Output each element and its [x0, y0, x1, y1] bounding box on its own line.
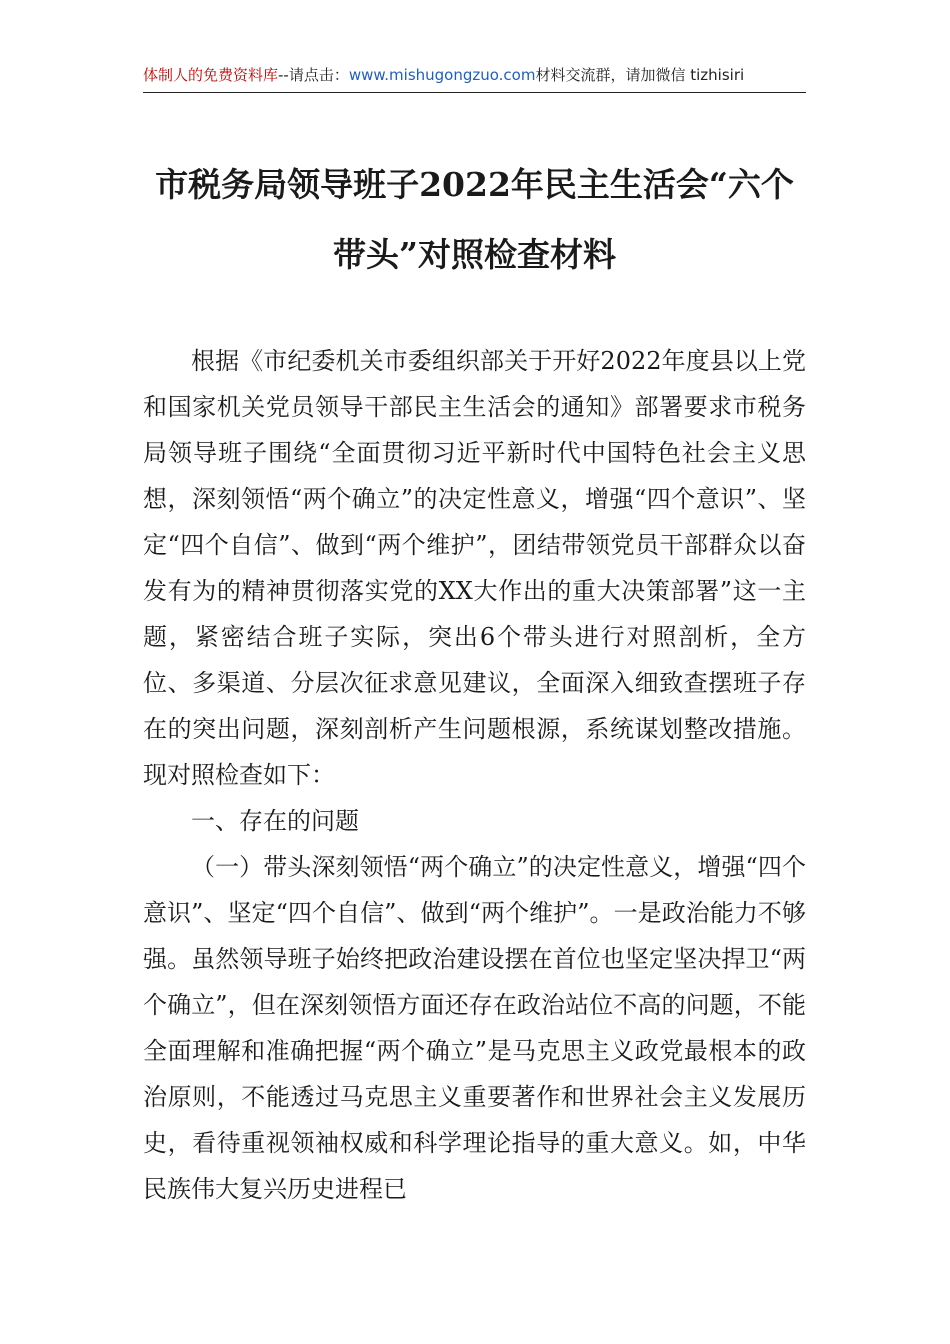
section-paragraph: （一）带头深刻领悟“两个确立”的决定性意义，增强“四个意识”、坚定“四个自信”、做到“两个维护”。一是政治能力不够强。虽然领导班子始终把政治建设摆在首位也坚定坚决捍卫“两个确立”，但在深刻领悟方面还存在政治站位不高的问题，不能全面理解和准确把握“两个确立”是马克思主义政党最根本的政治原则，不能透过马克思主义重要著作和世界社会主义发展历史，看待重视领袖权威和科学理论指导的重大意义。如，中华民族伟大复兴历史进程已	[143, 853, 806, 1203]
header-contact: 材料交流群，请加微信 tizhisiri	[535, 66, 745, 84]
document-body	[143, 338, 806, 1212]
header-prompt: --请点击：	[278, 66, 349, 84]
page-header	[143, 64, 806, 93]
header-brand: 体制人的免费资料库	[143, 66, 279, 84]
header-link[interactable]: www.mishugongzuo.com	[348, 66, 536, 84]
section-heading: 一、存在的问题	[191, 807, 359, 835]
document-title: 市税务局领导班子2022年民主生活会“六个带头”对照检查材料	[155, 165, 794, 274]
intro-paragraph: 根据《市纪委机关市委组织部关于开好2022年度县以上党和国家机关党员领导干部民主生活会的通知》部署要求市税务局领导班子围绕“全面贯彻习近平新时代中国特色社会主义思想，深刻领悟“两个确立”的决定性意义，增强“四个意识”、坚定“四个自信”、做到“两个维护”，团结带领党员干部群众以奋发有为的精神贯彻落实党的XX大作出的重大决策部署”这一主题，紧密结合班子实际，突出6个带头进行对照剖析，全方位、多渠道、分层次征求意见建议，全面深入细致查摆班子存在的突出问题，深刻剖析产生问题根源，系统谋划整改措施。现对照检查如下：	[143, 347, 806, 789]
